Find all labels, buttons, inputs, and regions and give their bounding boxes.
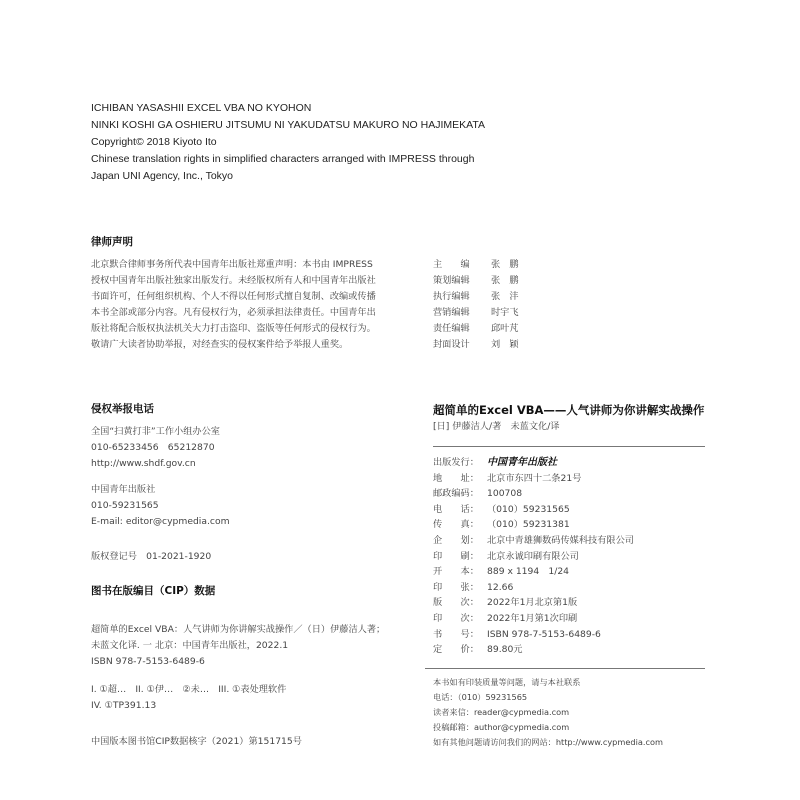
detail-row: 企 划： 北京中青雄狮数码传媒科技有限公司 [433,534,634,546]
note-line: 读者来信：reader@cypmedia.com [433,707,570,717]
publication-details: 出版发行： 中国青年出版社 地 址： 北京市东四十二条21号 邮政编码： 100708 电 话： （010）59231565 传 真： （010）59231381 企 划： 北京中青雄狮数码传媒科技有限公司 印 刷： 北京永诚印刷有限公司 开 本： 889 x 1194 1/24 印 张： 12.66 版 次： 2022年1月北京第1版 印 次： 2022年1月第1次印刷 书 号： ISBN 978-7-5153-6489-6 定 价： 89.80元 [433,455,634,658]
detail-row: 地 址： 北京市东四十二条21号 [433,472,582,484]
report-line: http://www.shdf.gov.cn [91,458,196,469]
note-line: 如有其他问题请访问我们的网站：http://www.cypmedia.com [433,737,663,747]
divider [433,446,705,447]
rights-line: Copyright© 2018 Kiyoto Ito [91,136,217,148]
statement-line: 授权中国青年出版社独家出版发行。未经版权所有人和中国青年出版社 [91,275,376,286]
staff-row: 策划编辑 张 鹏 [433,275,519,286]
statement-line: 版社将配合版权执法机关大力打击盗印、盗版等任何形式的侵权行为。 [91,323,376,334]
report-group-1 [91,424,220,472]
detail-row: 邮政编码： 100708 [433,488,523,500]
detail-row: 书 号： ISBN 978-7-5153-6489-6 [433,628,601,640]
detail-row: 版 次： 2022年1月北京第1版 [433,597,578,609]
rights-line: ICHIBAN YASASHII EXCEL VBA NO KYOHON [91,102,312,114]
staff-row: 执行编辑 张 沣 [433,291,519,302]
note-line: 投稿邮箱：author@cypmedia.com [433,722,570,732]
report-line: 010-65233456 65212870 [91,442,215,453]
cip-line: IV. ①TP391.13 [91,700,157,711]
contact-notes [433,675,663,750]
report-line: E-mail: editor@cypmedia.com [91,516,230,527]
lawyer-statement [91,257,376,353]
statement-line: 北京默合律师事务所代表中国青年出版社郑重声明：本书由 IMPRESS [91,259,373,270]
note-line: 本书如有印装质量等问题，请与本社联系 [433,677,581,687]
publisher-logo: 中国青年出版社 [487,457,557,468]
divider [425,668,705,669]
staff-row: 主 编 张 鹏 [433,259,519,270]
report-group-2 [91,482,230,530]
staff-list [433,257,519,353]
book-authors: [日] 伊藤洁人/著 未蓝文化/译 [433,421,560,432]
note-line: 电话：（010）59231565 [433,692,528,702]
staff-row: 责任编辑 邱叶芃 [433,323,519,334]
rights-line: Japan UNI Agency, Inc., Tokyo [91,170,234,182]
book-title: 超简单的Excel VBA——人气讲师为你讲解实战操作 [433,403,705,417]
detail-row: 定 价： 89.80元 [433,644,523,656]
detail-row: 印 次： 2022年1月第1次印刷 [433,612,578,624]
staff-row: 营销编辑 时宇飞 [433,307,519,318]
detail-row: 电 话： （010）59231565 [433,503,570,515]
cip-line: I. ①超… II. ①伊… ②未… III. ①表处理软件 [91,684,287,695]
cip-block-2 [91,682,286,714]
registration-number: 版权登记号 01-2021-1920 [91,551,212,562]
cip-line: 超简单的Excel VBA：人气讲师为你讲解实战操作／（日）伊藤洁人著； [91,624,386,635]
statement-line: 本书全部或部分内容。凡有侵权行为，必须承担法律责任。中国青年出 [91,307,376,318]
report-line: 全国“扫黄打非”工作小组办公室 [91,426,220,437]
detail-row: 开 本： 889 x 1194 1/24 [433,566,570,578]
detail-row: 传 真： （010）59231381 [433,519,570,531]
rights-line: Chinese translation rights in simplified characters arranged with IMPRESS through [91,153,475,165]
report-heading: 侵权举报电话 [91,403,154,415]
statement-line: 敬请广大读者协助举报，对经查实的侵权案件给予举报人重奖。 [91,339,349,350]
report-line: 中国青年出版社 [91,484,156,495]
detail-row: 印 刷： 北京永诚印刷有限公司 [433,550,579,562]
cip-line: ISBN 978-7-5153-6489-6 [91,656,205,667]
report-line: 010-59231565 [91,500,159,511]
statement-line: 书面许可，任何组织机构、个人不得以任何形式擅自复制、改编或传播 [91,291,376,302]
cip-block-1 [91,622,385,670]
cip-number: 中国版本图书馆CIP数据核字（2021）第151715号 [91,736,302,747]
staff-row: 封面设计 刘 颖 [433,339,519,350]
lawyer-statement-heading: 律师声明 [91,236,133,248]
rights-line: NINKI KOSHI GA OSHIERU JITSUMU NI YAKUDATSU MAKURO NO HAJIMEKATA [91,119,485,131]
cip-heading: 图书在版编目（CIP）数据 [91,585,216,597]
original-rights [91,100,485,185]
detail-row: 印 张： 12.66 [433,581,514,593]
cip-line: 未蓝文化译. 一 北京：中国青年出版社，2022.1 [91,640,289,651]
